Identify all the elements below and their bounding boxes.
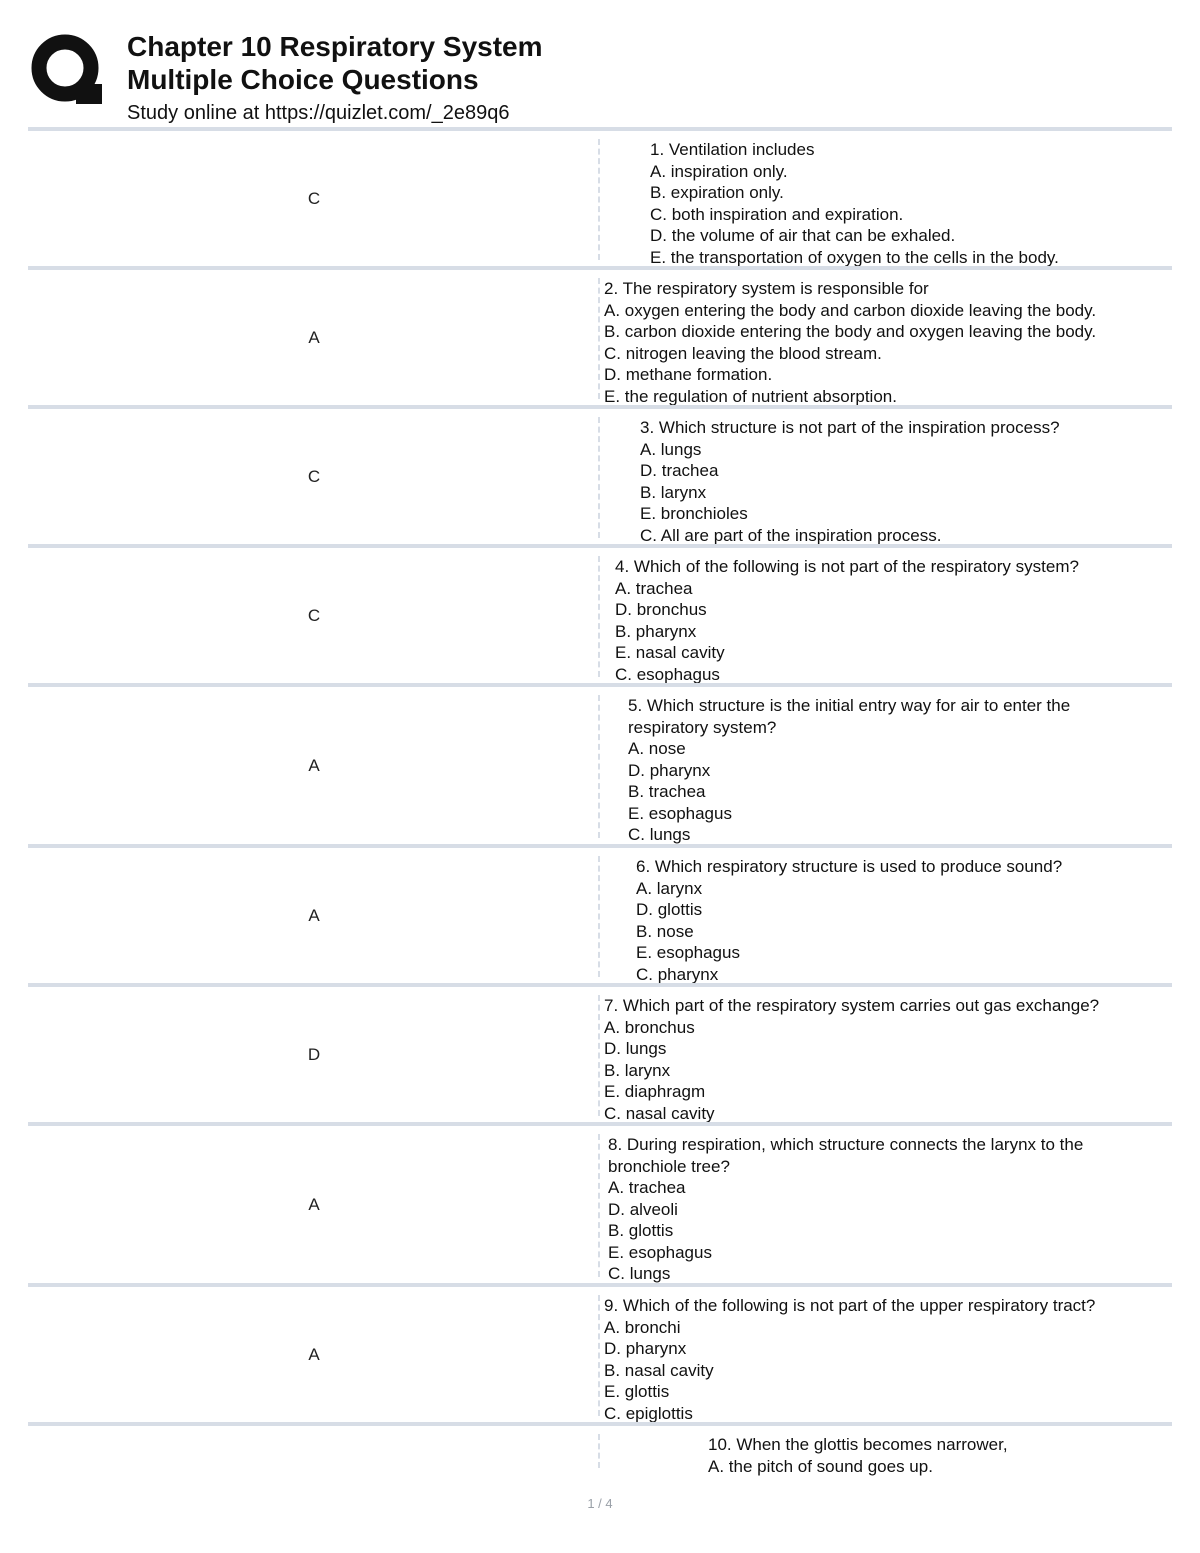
option-line: B. carbon dioxide entering the body and oxygen leaving the body. xyxy=(604,322,1097,341)
option-line: C. pharynx xyxy=(636,964,719,984)
card-question xyxy=(604,995,1099,1124)
option-line: C. lungs xyxy=(628,825,691,844)
option-line: A. nose xyxy=(628,739,686,758)
card-answer xyxy=(28,1426,600,1474)
card-divider xyxy=(598,1434,600,1468)
option-line: D. lungs xyxy=(604,1039,667,1058)
title-line-1: Chapter 10 Respiratory System xyxy=(127,31,543,62)
question-line: 9. Which of the following is not part of the upper respiratory tract? xyxy=(604,1296,1096,1315)
option-line: B. nose xyxy=(636,921,694,941)
option-line: A. inspiration only. xyxy=(650,161,788,181)
card-divider xyxy=(598,139,600,260)
option-line: C. lungs xyxy=(608,1264,671,1283)
option-line: B. glottis xyxy=(608,1221,674,1240)
card-answer: C xyxy=(307,188,321,208)
card-question xyxy=(650,139,1059,268)
card-divider xyxy=(598,417,600,538)
title-line-2: Multiple Choice Questions xyxy=(127,64,479,95)
option-line: D. pharynx xyxy=(628,760,711,780)
card-divider xyxy=(598,695,600,838)
flashcard xyxy=(28,266,1172,405)
option-line: D. pharynx xyxy=(604,1339,687,1358)
option-line: D. methane formation. xyxy=(604,365,773,384)
card-answer: A xyxy=(308,1194,320,1214)
option-line: A. bronchus xyxy=(604,1017,695,1037)
page-header xyxy=(30,28,1170,124)
option-line: D. glottis xyxy=(636,900,703,919)
option-line: B. expiration only. xyxy=(650,183,784,202)
card-answer: C xyxy=(307,605,321,625)
question-line: 10. When the glottis becomes narrower, xyxy=(708,1435,1008,1454)
card-answer: C xyxy=(307,466,321,486)
option-line: C. esophagus xyxy=(615,664,720,684)
option-line: D. the volume of air that can be exhaled. xyxy=(650,226,956,245)
option-line: E. esophagus xyxy=(628,803,732,823)
option-line: E. the regulation of nutrient absorption. xyxy=(604,386,897,406)
card-question xyxy=(640,417,1060,546)
question-line: 2. The respiratory system is responsible for xyxy=(604,279,929,298)
flashcard xyxy=(28,1122,1172,1283)
flashcard xyxy=(28,983,1172,1122)
option-line: E. esophagus xyxy=(608,1242,712,1262)
card-question xyxy=(604,1295,1095,1424)
question-line: 7. Which part of the respiratory system carries out gas exchange? xyxy=(604,996,1100,1015)
question-line: 5. Which structure is the initial entry way for air to enter the xyxy=(628,696,1071,715)
option-line: B. larynx xyxy=(604,1060,671,1080)
option-line: E. the transportation of oxygen to the cells in the body. xyxy=(650,247,1059,267)
question-line: 8. During respiration, which structure connects the larynx to the xyxy=(608,1135,1084,1154)
question-line: 4. Which of the following is not part of the respiratory system? xyxy=(615,557,1079,576)
card-question xyxy=(615,556,1079,685)
card-answer: D xyxy=(307,1044,321,1064)
card-divider xyxy=(598,1134,600,1277)
option-line: E. diaphragm xyxy=(604,1082,706,1101)
option-line: C. epiglottis xyxy=(604,1403,693,1423)
card-divider xyxy=(598,278,600,399)
page-title xyxy=(127,30,543,96)
option-line: E. nasal cavity xyxy=(615,643,725,662)
quizlet-logo xyxy=(30,32,106,108)
page-number: 1 / 4 xyxy=(587,1496,613,1511)
card-divider xyxy=(598,856,600,977)
card-divider xyxy=(598,995,600,1116)
option-line: B. nasal cavity xyxy=(604,1360,714,1380)
question-line: bronchiole tree? xyxy=(608,1156,730,1176)
option-line: E. esophagus xyxy=(636,943,740,962)
option-line: C. both inspiration and expiration. xyxy=(650,204,904,224)
option-line: A. larynx xyxy=(636,878,703,898)
study-online-link[interactable]: Study online at https://quizlet.com/_2e89q6 xyxy=(127,102,510,124)
card-question xyxy=(628,695,1070,846)
option-line: D. trachea xyxy=(640,461,719,480)
option-line: A. bronchi xyxy=(604,1317,681,1337)
flashcard xyxy=(28,1283,1172,1422)
option-line: A. trachea xyxy=(615,578,693,598)
option-line: D. alveoli xyxy=(608,1199,678,1219)
option-line: C. nitrogen leaving the blood stream. xyxy=(604,343,882,363)
option-line: D. bronchus xyxy=(615,600,707,619)
option-line: A. trachea xyxy=(608,1178,686,1197)
card-answer: A xyxy=(308,755,320,775)
card-answer: A xyxy=(308,905,320,925)
flashcard xyxy=(28,1422,1172,1474)
option-line: A. lungs xyxy=(640,439,702,459)
flashcard xyxy=(28,127,1172,266)
card-question xyxy=(708,1434,1008,1477)
card-question xyxy=(604,278,1096,407)
flashcard xyxy=(28,544,1172,683)
card-question xyxy=(608,1134,1083,1285)
option-line: B. larynx xyxy=(640,482,707,502)
question-line: 6. Which respiratory structure is used to produce sound? xyxy=(636,857,1063,876)
card-divider xyxy=(598,556,600,677)
option-line: B. trachea xyxy=(628,782,706,801)
option-line: B. pharynx xyxy=(615,621,697,641)
option-line: C. All are part of the inspiration process. xyxy=(640,525,942,545)
question-line: respiratory system? xyxy=(628,717,777,737)
card-answer: A xyxy=(308,327,320,347)
question-line: 1. Ventilation includes xyxy=(650,140,815,159)
option-line: A. oxygen entering the body and carbon dioxide leaving the body. xyxy=(604,300,1097,320)
option-line: A. the pitch of sound goes up. xyxy=(708,1456,933,1476)
question-line: 3. Which structure is not part of the inspiration process? xyxy=(640,418,1060,437)
flashcard xyxy=(28,683,1172,844)
flashcard xyxy=(28,405,1172,544)
option-line: C. nasal cavity xyxy=(604,1103,715,1123)
flashcard xyxy=(28,844,1172,983)
option-line: E. glottis xyxy=(604,1382,670,1401)
card-divider xyxy=(598,1295,600,1416)
option-line: E. bronchioles xyxy=(640,504,748,523)
card-answer: A xyxy=(308,1344,320,1364)
flashcard-list xyxy=(28,127,1172,1474)
card-question xyxy=(636,856,1062,985)
